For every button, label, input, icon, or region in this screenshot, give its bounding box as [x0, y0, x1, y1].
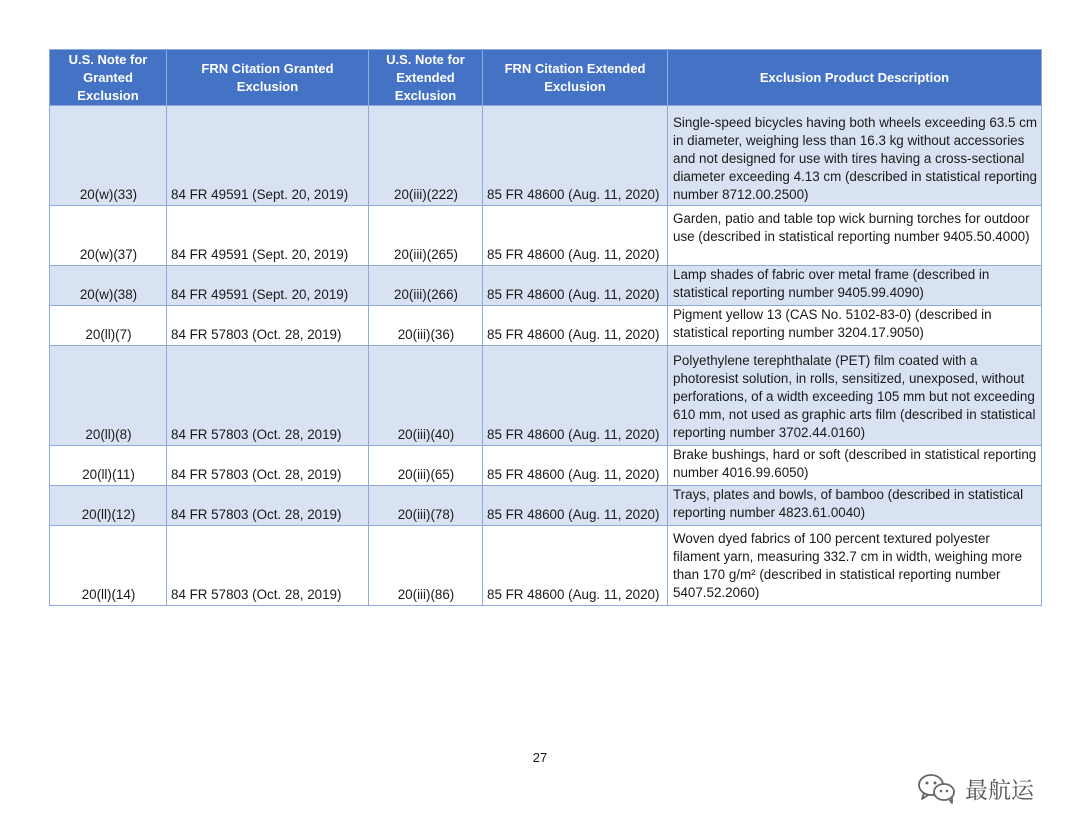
- table-row: [50, 206, 1042, 266]
- note-extended-cell: 20(iii)(65): [369, 446, 483, 486]
- note-extended-cell: 20(iii)(86): [369, 526, 483, 606]
- table-row: [50, 446, 1042, 486]
- note-granted-cell: 20(ll)(14): [50, 526, 167, 606]
- description-cell: Trays, plates and bowls, of bamboo (described in statistical reporting number 4823.61.0040): [668, 486, 1042, 526]
- watermark-text: 最航运: [965, 777, 1034, 804]
- note-granted-cell: 20(ll)(8): [50, 346, 167, 446]
- header-note-extended: U.S. Note for Extended Exclusion: [369, 50, 483, 106]
- description-cell: Lamp shades of fabric over metal frame (described in statistical reporting number 9405.99.4090): [668, 266, 1042, 306]
- watermark: [917, 770, 1034, 806]
- frn-extended-cell: 85 FR 48600 (Aug. 11, 2020): [483, 346, 668, 446]
- note-extended-cell: 20(iii)(266): [369, 266, 483, 306]
- note-granted-cell: 20(w)(33): [50, 106, 167, 206]
- header-frn-granted: FRN Citation Granted Exclusion: [167, 50, 369, 106]
- description-cell: Woven dyed fabrics of 100 percent textured polyester filament yarn, measuring 332.7 cm in width, weighing more than 170 g/m² (described in statistical reporting number 5407.52.2060): [668, 526, 1042, 606]
- header-frn-extended: FRN Citation Extended Exclusion: [483, 50, 668, 106]
- table-header-row: [50, 50, 1042, 106]
- note-extended-cell: 20(iii)(40): [369, 346, 483, 446]
- frn-granted-cell: 84 FR 49591 (Sept. 20, 2019): [167, 266, 369, 306]
- frn-granted-cell: 84 FR 49591 (Sept. 20, 2019): [167, 206, 369, 266]
- header-note-granted: U.S. Note for Granted Exclusion: [50, 50, 167, 106]
- frn-extended-cell: 85 FR 48600 (Aug. 11, 2020): [483, 266, 668, 306]
- wechat-icon: [917, 772, 957, 804]
- table-row: [50, 106, 1042, 206]
- page-number: 27: [532, 750, 548, 765]
- frn-granted-cell: 84 FR 49591 (Sept. 20, 2019): [167, 106, 369, 206]
- table-row: [50, 346, 1042, 446]
- frn-extended-cell: 85 FR 48600 (Aug. 11, 2020): [483, 446, 668, 486]
- note-granted-cell: 20(ll)(7): [50, 306, 167, 346]
- description-cell: Pigment yellow 13 (CAS No. 5102-83-0) (described in statistical reporting number 3204.17.9050): [668, 306, 1042, 346]
- frn-granted-cell: 84 FR 57803 (Oct. 28, 2019): [167, 526, 369, 606]
- frn-granted-cell: 84 FR 57803 (Oct. 28, 2019): [167, 486, 369, 526]
- table-row: [50, 306, 1042, 346]
- table-row: [50, 486, 1042, 526]
- note-extended-cell: 20(iii)(265): [369, 206, 483, 266]
- frn-granted-cell: 84 FR 57803 (Oct. 28, 2019): [167, 446, 369, 486]
- frn-extended-cell: 85 FR 48600 (Aug. 11, 2020): [483, 526, 668, 606]
- frn-granted-cell: 84 FR 57803 (Oct. 28, 2019): [167, 306, 369, 346]
- exclusion-table: [49, 49, 1042, 606]
- table-row: [50, 526, 1042, 606]
- frn-extended-cell: 85 FR 48600 (Aug. 11, 2020): [483, 306, 668, 346]
- frn-extended-cell: 85 FR 48600 (Aug. 11, 2020): [483, 486, 668, 526]
- note-extended-cell: 20(iii)(78): [369, 486, 483, 526]
- note-granted-cell: 20(ll)(11): [50, 446, 167, 486]
- frn-extended-cell: 85 FR 48600 (Aug. 11, 2020): [483, 106, 668, 206]
- note-extended-cell: 20(iii)(222): [369, 106, 483, 206]
- description-cell: Polyethylene terephthalate (PET) film coated with a photoresist solution, in rolls, sensitized, unexposed, without perforations, of a width exceeding 105 mm but not exceeding 610 mm, not used as graphic arts film (described in statistical reporting number 3702.44.0160): [668, 346, 1042, 446]
- header-description: Exclusion Product Description: [668, 50, 1042, 106]
- frn-granted-cell: 84 FR 57803 (Oct. 28, 2019): [167, 346, 369, 446]
- note-granted-cell: 20(w)(38): [50, 266, 167, 306]
- note-granted-cell: 20(ll)(12): [50, 486, 167, 526]
- frn-extended-cell: 85 FR 48600 (Aug. 11, 2020): [483, 206, 668, 266]
- note-granted-cell: 20(w)(37): [50, 206, 167, 266]
- description-cell: Garden, patio and table top wick burning torches for outdoor use (described in statistical reporting number 9405.50.4000): [668, 206, 1042, 266]
- note-extended-cell: 20(iii)(36): [369, 306, 483, 346]
- description-cell: Brake bushings, hard or soft (described in statistical reporting number 4016.99.6050): [668, 446, 1042, 486]
- description-cell: Single-speed bicycles having both wheels exceeding 63.5 cm in diameter, weighing less than 16.3 kg without accessories and not designed for use with tires having a cross-sectional diameter exceeding 4.13 cm (described in statistical reporting number 8712.00.2500): [668, 106, 1042, 206]
- table-row: [50, 266, 1042, 306]
